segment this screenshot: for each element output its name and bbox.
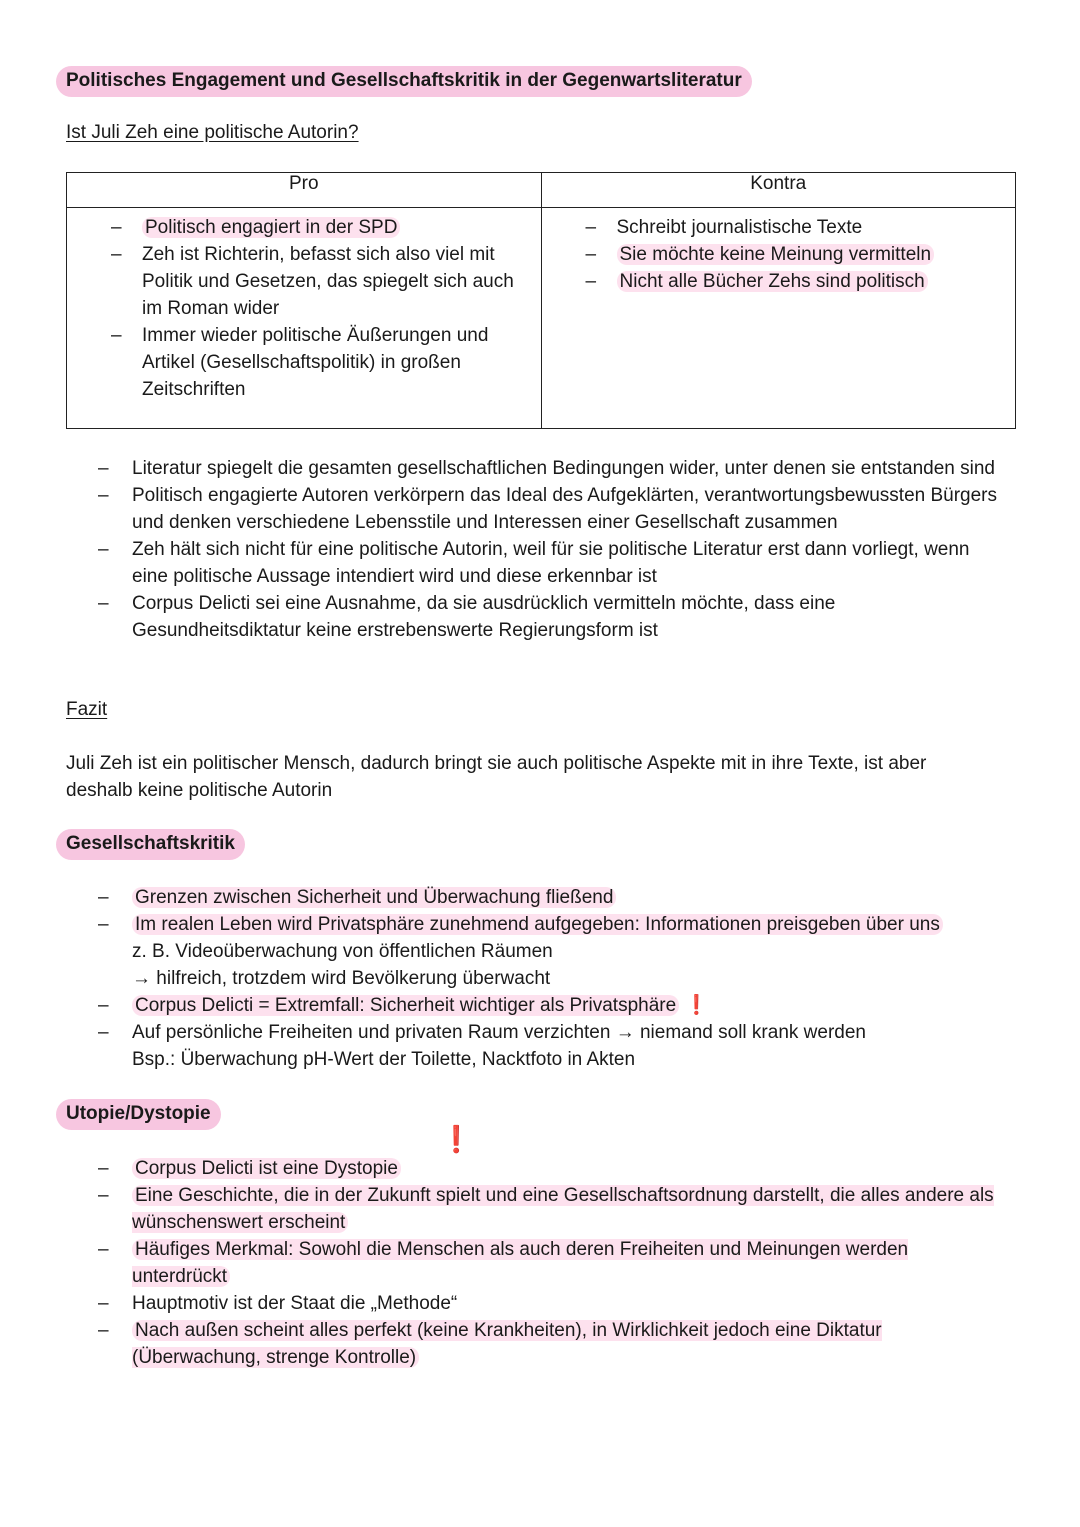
pro-item: – Immer wieder politische Äußerungen und Artikel (Gesellschaftspolitik) in großen Zeitschriften bbox=[67, 322, 529, 403]
fazit-text: Juli Zeh ist ein politischer Mensch, dadurch bringt sie auch politische Aspekte mit in ihre Texte, ist aber deshalb keine politische Autorin bbox=[66, 753, 927, 801]
utopie-item: – Eine Geschichte, die in der Zukunft spielt und eine Gesellschaftsordnung darstellt, die alles andere als wünschenswert erscheint bbox=[66, 1182, 1006, 1236]
fazit-heading: Fazit bbox=[66, 699, 108, 720]
kontra-cell bbox=[541, 208, 1016, 429]
pro-item: – Politisch engagiert in der SPD bbox=[67, 214, 529, 241]
utopie-list bbox=[66, 1155, 1006, 1371]
utopie-item: – Corpus Delicti ist eine Dystopie bbox=[66, 1155, 1006, 1182]
gesellschaftskritik-list bbox=[66, 884, 1006, 1073]
utopie-item: – Hauptmotiv ist der Staat die „Methode“ bbox=[66, 1290, 1006, 1317]
kritik-item: – Grenzen zwischen Sicherheit und Überwachung fließend bbox=[66, 884, 1006, 911]
kontra-item: – Schreibt journalistische Texte bbox=[542, 214, 1016, 241]
point-item: – Corpus Delicti sei eine Ausnahme, da sie ausdrücklich vermitteln möchte, dass eine Gesundheitsdiktatur keine erstrebenswerte Regierungsform ist bbox=[66, 590, 1006, 644]
utopie-item: – Häufiges Merkmal: Sowohl die Menschen als auch deren Freiheiten und Meinungen werden unterdrückt bbox=[66, 1236, 1006, 1290]
kontra-header: Kontra bbox=[541, 173, 1016, 208]
pro-cell bbox=[67, 208, 542, 429]
pro-header: Pro bbox=[67, 173, 542, 208]
kontra-item: – Sie möchte keine Meinung vermitteln bbox=[542, 241, 1016, 268]
exclamation-mark-icon: ❗ bbox=[684, 995, 709, 1016]
pro-item: – Zeh ist Richterin, befasst sich also viel mit Politik und Gesetzen, das spiegelt sich auch im Roman wider bbox=[67, 241, 529, 322]
kritik-item: – Im realen Leben wird Privatsphäre zunehmend aufgegeben: Informationen preisgeben über uns z. B. Videoüberwachung von öffentlichen Räumen → hilfreich, trotzdem wird Bevölkerung überwacht bbox=[66, 911, 1006, 992]
exclamation-mark-icon: ❗ bbox=[440, 1124, 473, 1154]
kritik-item: – Corpus Delicti = Extremfall: Sicherheit wichtiger als Privatsphäre ❗ bbox=[66, 992, 1006, 1019]
gesellschaftskritik-heading: Gesellschaftskritik bbox=[56, 829, 245, 860]
point-item: – Literatur spiegelt die gesamten gesellschaftlichen Bedingungen wider, unter denen sie entstanden sind bbox=[66, 455, 1006, 482]
pro-kontra-table bbox=[66, 172, 1016, 429]
kontra-item: – Nicht alle Bücher Zehs sind politisch bbox=[542, 268, 1016, 295]
utopie-heading: Utopie/Dystopie bbox=[56, 1099, 221, 1130]
question-heading: Ist Juli Zeh eine politische Autorin? bbox=[66, 122, 359, 143]
page-title: Politisches Engagement und Gesellschaftskritik in der Gegenwartsliteratur bbox=[56, 66, 752, 97]
point-item: – Zeh hält sich nicht für eine politische Autorin, weil für sie politische Literatur erst dann vorliegt, wenn eine politische Aussage intendiert wird und diese erkennbar ist bbox=[66, 536, 1006, 590]
points-list bbox=[66, 455, 1006, 644]
kritik-item: – Auf persönliche Freiheiten und privaten Raum verzichten → niemand soll krank werden Bsp.: Überwachung pH-Wert der Toilette, Nacktfoto in Akten bbox=[66, 1019, 1006, 1073]
utopie-item: – Nach außen scheint alles perfekt (keine Krankheiten), in Wirklichkeit jedoch eine Diktatur (Überwachung, strenge Kontrolle) bbox=[66, 1317, 1006, 1371]
point-item: – Politisch engagierte Autoren verkörpern das Ideal des Aufgeklärten, verantwortungsbewussten Bürgers und denken verschiedene Lebensstile und Interessen einer Gesellschaft zusammen bbox=[66, 482, 1006, 536]
